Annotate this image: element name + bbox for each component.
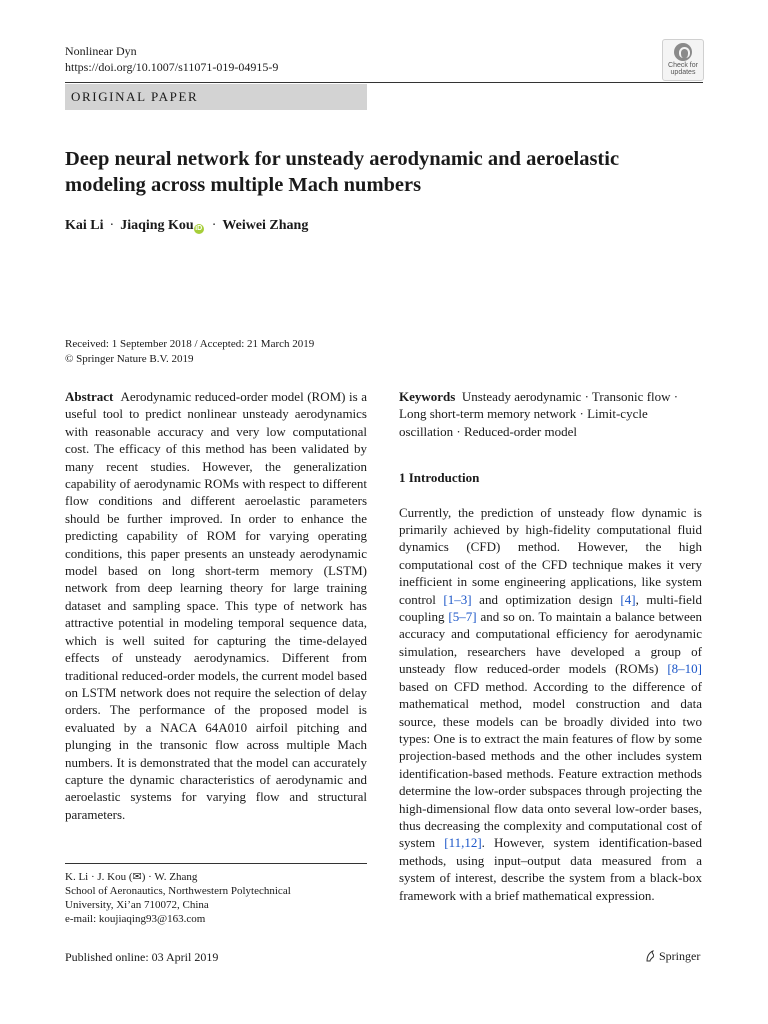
journal-name: Nonlinear Dyn	[65, 44, 137, 58]
keywords-section	[399, 388, 702, 440]
citation-link[interactable]: [4]	[620, 591, 636, 607]
section-heading-introduction: 1 Introduction	[399, 470, 480, 486]
received-accepted: Received: 1 September 2018 / Accepted: 21 March 2019	[65, 338, 315, 350]
keywords-text: Unsteady aerodynamic · Transonic flow · Long short-term memory network · Limit-cycle oscillation · Reduced-order model	[399, 389, 679, 439]
abstract-text: Aerodynamic reduced-order model (ROM) is a useful tool to predict nonlinear unsteady aerodynamics with reasonable accuracy and very low computational cost. The efficacy of this method has been validated by many recent studies. However, the generalization capability of aerodynamic ROMs with respect to different flow conditions and different aeroelastic parameters should be further improved. In order to enhance the predicting capability of ROM for varying operating conditions, this paper presents an unsteady aerodynamic model based on long short-term memory (LSTM) network from deep learning theory for large training dataset and sampling space. This type of network has attractive potential in modeling temporal sequence data, which is well suited for capturing the time-delayed effects of unsteady aerodynamics. Different from traditional reduced-order models, the current model based on LSTM network does not require the selection of delay orders. The performance of the proposed model is evaluated by a NACA 64A010 airfoil pitching and plunging in the transonic flow across multiple Mach numbers. It is demonstrated that the model can accurately capture the dynamic characteristics of aerodynamic and aeroelastic systems for varying flow and structural parameters.	[65, 389, 368, 822]
springer-horse-icon	[644, 950, 656, 962]
abstract-section	[65, 388, 367, 823]
article-type-label: ORIGINAL PAPER	[71, 89, 199, 104]
copyright-notice: © Springer Nature B.V. 2019	[65, 353, 194, 365]
article-type-banner	[65, 84, 367, 110]
footnote-authors: K. Li · J. Kou (✉) · W. Zhang	[65, 871, 198, 883]
check-for-updates-badge[interactable]	[662, 39, 704, 81]
footnote-affiliation: University, Xi’an 710072, China	[65, 899, 209, 911]
footnote-rule	[65, 863, 367, 864]
footnote-email[interactable]: e-mail: koujiaqing93@163.com	[65, 913, 206, 925]
journal-header	[65, 43, 278, 75]
citation-link[interactable]: [5–7]	[448, 609, 477, 625]
author-name[interactable]: Jiaqing Kou	[120, 218, 194, 233]
author-affiliation-footnote	[65, 870, 367, 926]
published-date: Published online: 03 April 2019	[65, 950, 219, 964]
publisher-name: Springer	[659, 949, 701, 963]
paper-title: Deep neural network for unsteady aerodynamic and aeroelastic modeling across multiple Mach numbers	[65, 148, 620, 196]
right-column	[399, 388, 702, 904]
author-name[interactable]: Weiwei Zhang	[222, 218, 309, 233]
doi-link[interactable]: https://doi.org/10.1007/s11071-019-04915-9	[65, 60, 279, 74]
author-list: Kai Li · Jiaqing Kou iD · Weiwei Zhang	[65, 218, 309, 233]
publisher-logo	[644, 949, 700, 964]
keywords-label: Keywords	[399, 389, 456, 404]
article-dates	[65, 337, 314, 367]
header-rule	[65, 82, 703, 83]
citation-link[interactable]: [8–10]	[667, 661, 702, 677]
citation-link[interactable]: [11,12]	[444, 835, 482, 851]
orcid-icon[interactable]: iD	[195, 225, 203, 232]
bookmark-icon	[674, 43, 692, 61]
author-name[interactable]: Kai Li	[65, 218, 104, 233]
abstract-label: Abstract	[65, 389, 114, 404]
footnote-affiliation: School of Aeronautics, Northwestern Polytechnical	[65, 885, 291, 897]
introduction-paragraph: Currently, the prediction of unsteady flow dynamic is primarily achieved by high-fidelity computational fluid dynamics (CFD) method. However, the high computational cost of the CFD technique makes it very inefficient in some engineering applications, like system control [1–3] and optimization design [4], multi-field coupling [5–7] and so on. To maintain a balance between accuracy and computational efficiency for aerodynamic simulation, researchers have developed a group of unsteady flow reduced-order models (ROMs) [8–10] based on CFD method. According to the difference of mathematical method, model construction and data source, these models can be broadly divided into two types: One is to extract the main features of flow by some projection-based methods and the other includes system identification-based methods. Feature extraction methods determine the low-order subspaces through projecting the high-dimensional flow data onto several low-order bases, thus decreasing the complexity and computational cost of system [11,12]. However, system identification-based methods, using input–output data measured from a system of interest, describe the system from a black-box framework with a brief mathematical expression.	[399, 504, 703, 903]
badge-text: Check for updates	[668, 62, 698, 76]
citation-link[interactable]: [1–3]	[443, 591, 472, 607]
